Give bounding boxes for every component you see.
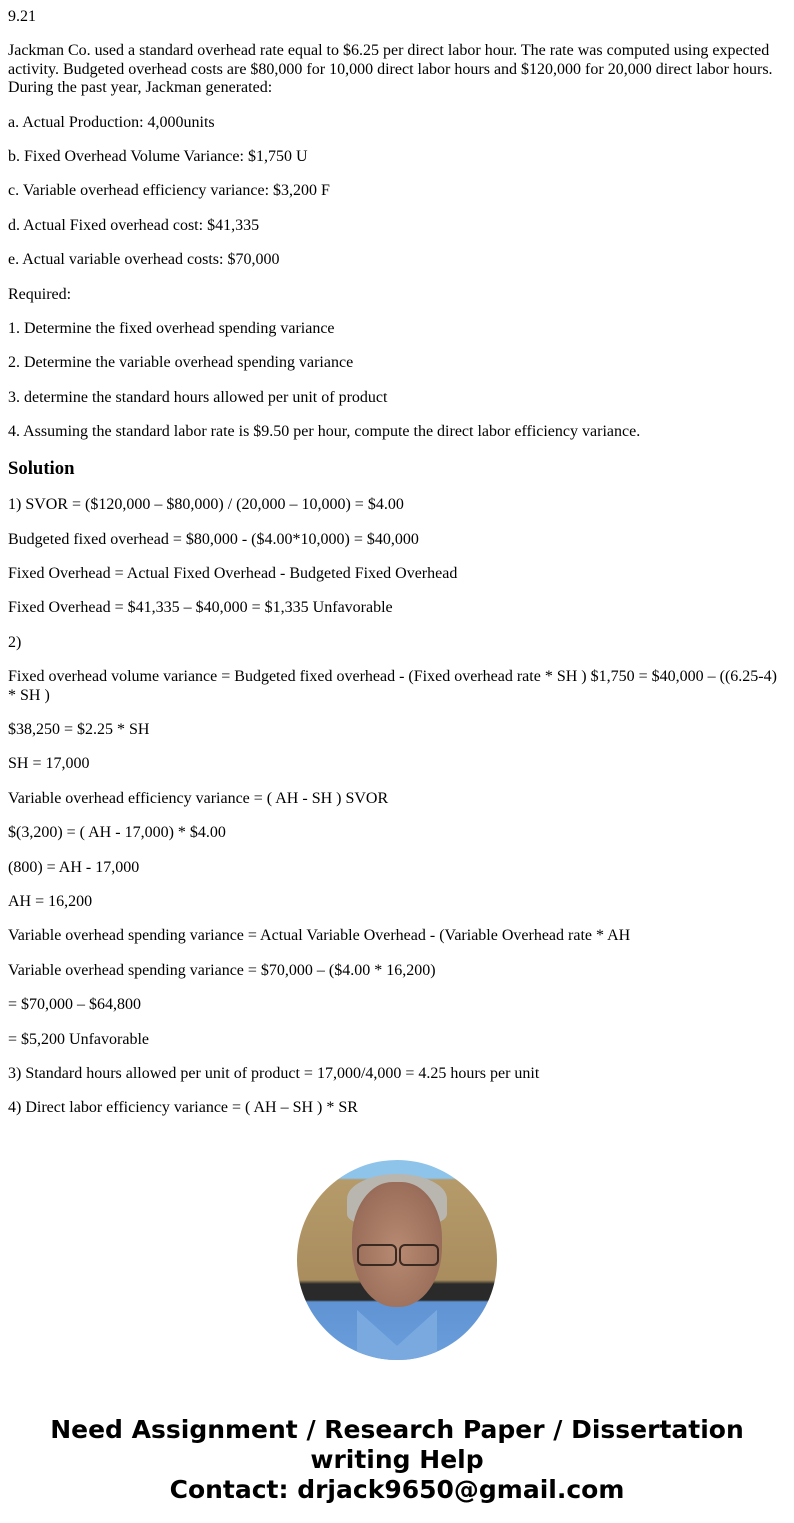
given-item: b. Fixed Overhead Volume Variance: $1,750 U	[8, 148, 308, 166]
contact-email: Contact: drjack9650@gmail.com	[169, 1475, 625, 1505]
help-banner-text: Need Assignment / Research Paper / Dissertation writing Help	[50, 1415, 744, 1475]
solution-line: Fixed Overhead = $41,335 – $40,000 = $1,335 Unfavorable	[8, 599, 393, 617]
question-section	[8, 8, 786, 442]
solution-heading: Solution	[8, 457, 75, 479]
solution-section	[8, 457, 786, 1118]
solution-line: Variable overhead spending variance = Actual Variable Overhead - (Variable Overhead rate * AH	[8, 927, 631, 945]
solution-line: Fixed overhead volume variance = Budgeted fixed overhead - (Fixed overhead rate * SH ) $1,750 = $40,000 – ((6.25-4) * SH )	[8, 668, 777, 704]
solution-line: Fixed Overhead = Actual Fixed Overhead - Budgeted Fixed Overhead	[8, 564, 458, 582]
solution-line: (800) = AH - 17,000	[8, 858, 140, 876]
solution-line: Variable overhead spending variance = $70,000 – ($4.00 * 16,200)	[8, 961, 436, 979]
required-item: 4. Assuming the standard labor rate is $9.50 per hour, compute the direct labor efficiency variance.	[8, 423, 641, 441]
given-item: c. Variable overhead efficiency variance: $3,200 F	[8, 182, 330, 200]
question-intro: Jackman Co. used a standard overhead rate equal to $6.25 per direct labor hour. The rate was computed using expected activity. Budgeted overhead costs are $80,000 for 10,000 direct labor hours and $120,000 for 20,000 direct labor hours. During the past year, Jackman generated:	[8, 42, 773, 97]
required-item: 2. Determine the variable overhead spending variance	[8, 354, 354, 372]
required-label: Required:	[8, 285, 72, 303]
solution-line: SH = 17,000	[8, 755, 90, 773]
solution-line: $(3,200) = ( AH - 17,000) * $4.00	[8, 824, 226, 842]
solution-line: Budgeted fixed overhead = $80,000 - ($4.00*10,000) = $40,000	[8, 530, 419, 548]
solution-line: 4) Direct labor efficiency variance = ( AH – SH ) * SR	[8, 1099, 358, 1117]
solution-line: 2)	[8, 633, 22, 651]
author-photo-container	[8, 1160, 786, 1365]
required-item: 3. determine the standard hours allowed per unit of product	[8, 388, 388, 406]
solution-line: 3) Standard hours allowed per unit of product = 17,000/4,000 = 4.25 hours per unit	[8, 1065, 540, 1082]
solution-line: = $5,200 Unfavorable	[8, 1030, 149, 1048]
author-photo	[297, 1160, 497, 1360]
contact-footer	[8, 1415, 786, 1505]
solution-line: 1) SVOR = ($120,000 – $80,000) / (20,000 – 10,000) = $4.00	[8, 496, 404, 514]
solution-line: = $70,000 – $64,800	[8, 996, 142, 1014]
solution-line: Variable overhead efficiency variance = ( AH - SH ) SVOR	[8, 789, 389, 807]
required-item: 1. Determine the fixed overhead spending variance	[8, 320, 335, 338]
given-item: e. Actual variable overhead costs: $70,000	[8, 251, 280, 269]
photo-glasses	[355, 1244, 439, 1264]
photo-shirt	[357, 1310, 437, 1360]
solution-line: $38,250 = $2.25 * SH	[8, 720, 150, 738]
question-number: 9.21	[8, 8, 36, 25]
solution-line: AH = 16,200	[8, 892, 93, 910]
given-item: a. Actual Production: 4,000units	[8, 113, 215, 131]
given-item: d. Actual Fixed overhead cost: $41,335	[8, 216, 260, 234]
